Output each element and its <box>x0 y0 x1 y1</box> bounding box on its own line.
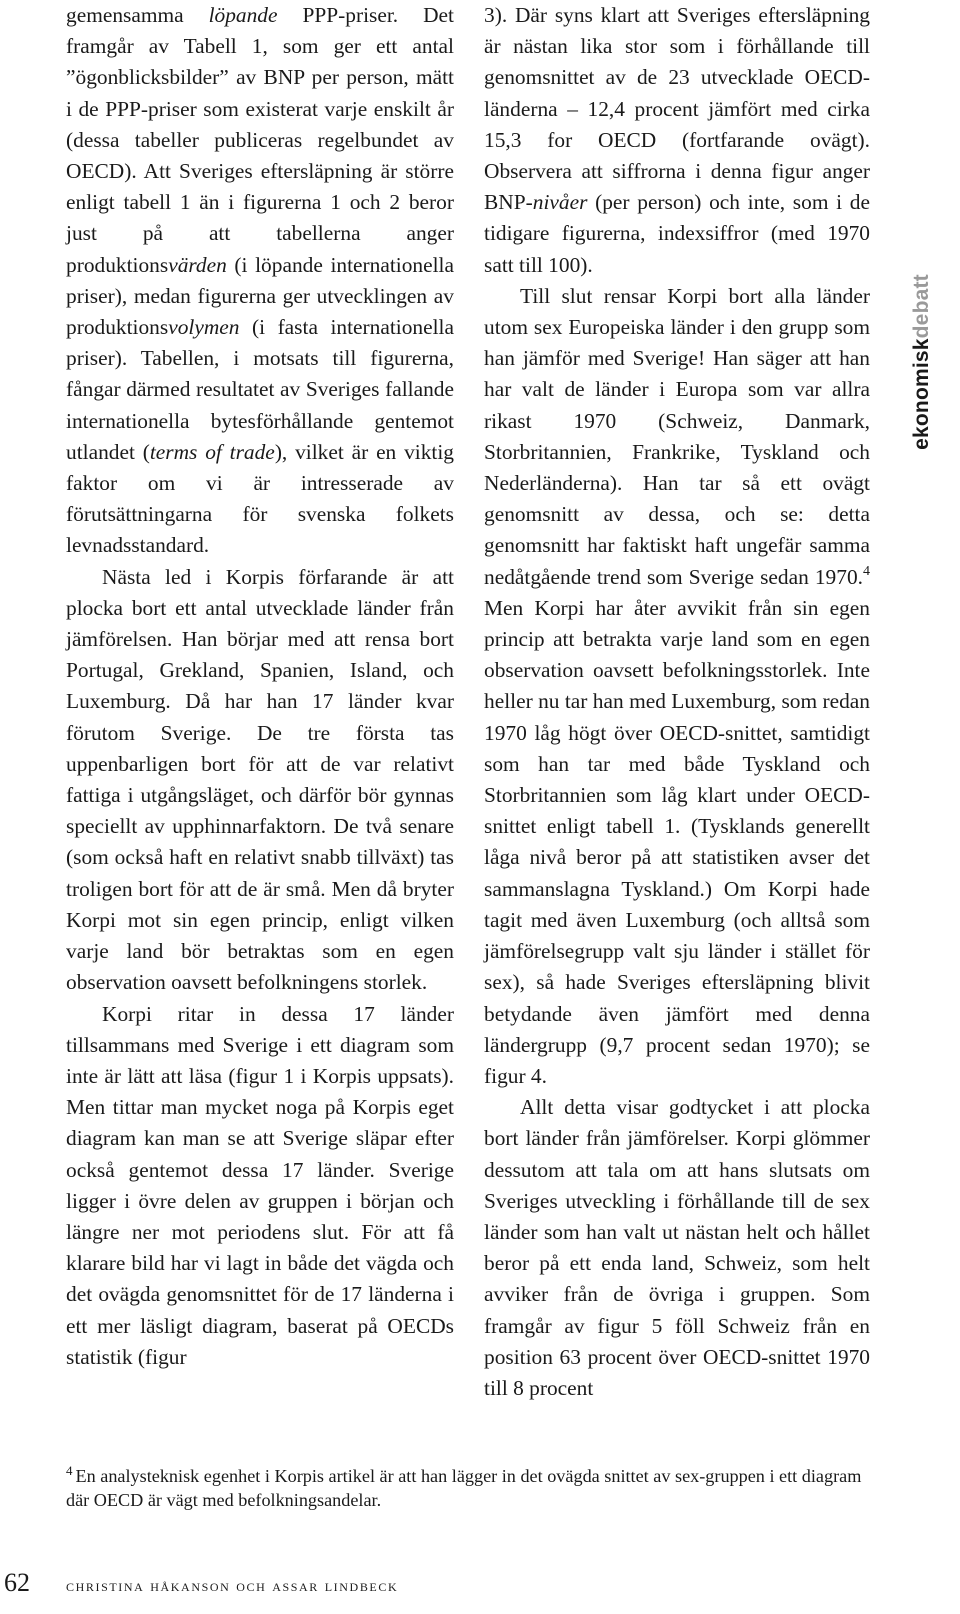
left-paragraph-1: gemensamma löpande PPP-priser. Det framgår av Tabell 1, som ger ett antal ”ögonblicksbilder” av BNP per person, mätt i de PPP-priser som existerat varje enskilt år (dessa tabeller publiceras regelbundet av OECD). Att Sveriges eftersläpning är större enligt tabell 1 än i figurerna 1 och 2 beror just på att tabellerna anger produktionsvärden (i löpande internationella priser), medan figurerna ger utvecklingen av produktionsvolymen (i fasta internationella priser). Tabellen, i motsats till figurerna, fångar därmed resultatet av Sveriges fallande internationella bytesförhållande gentemot utlandet (terms of trade), vilket är en viktig faktor om vi är intresserade av förutsättningarna för svenska folkets levnadsstandard. <box>66 3 454 558</box>
footnote-mark: 4 <box>66 1463 73 1478</box>
left-paragraph-2: Nästa led i Korpis förfarande är att plocka bort ett antal utvecklade länder från jämförelsen. Han börjar med att rensa bort Portugal, Grekland, Spanien, Island, och Luxemburg. Då har han 17 länder kvar förutom Sverige. De tre första tas uppenbarligen bort för att de var relativt fattiga i utgångsläget, och därför bör gynnas speciellt av upphinnarfaktorn. De två senare (som också haft en relativt snabb tillväxt) tas troligen bort för att de är små. Men då bryter Korpi mot sin egen princip, enligt vilken varje land bör betraktas som en egen observation oavsett befolkningens storlek. <box>66 564 454 995</box>
running-head: christina håkanson och assar lindbeck <box>66 1576 399 1595</box>
left-paragraph-3: Korpi ritar in dessa 17 länder tillsammans med Sverige i ett diagram som inte är lätt att läsa (figur 1 i Korpis uppsats). Men tittar man mycket noga på Korpis eget diagram kan man se att Sverige släpar efter också gentemot dessa 17 länder. Sverige ligger i övre delen av gruppen i början och längre ner mot periodens slut. För att få klarare bild har vi lagt in både det vägda och det ovägda genomsnittet för de 17 länderna i ett mer läsligt diagram, baserat på OECDs statistik (figur <box>66 1001 454 1369</box>
footnote-text: En analysteknisk egenhet i Korpis artikel är att han lägger in det ovägda snittet av sex-gruppen i ett diagram där OECD är vägt med befolkningsandelar. <box>66 1466 862 1510</box>
left-column <box>66 0 454 1373</box>
right-column <box>484 0 870 1404</box>
right-paragraph-1: 3). Där syns klart att Sveriges eftersläpning är nästan lika stor som i förhållande till genomsnittet av de 23 utvecklade OECD-länderna – 12,4 procent jämfört med cirka 15,3 for OECD (fortfarande ovägt). Observera att siffrorna i denna figur anger BNP-nivåer (per person) och inte, som i de tidigare figurerna, indexsiffror (med 1970 satt till 100). <box>484 3 870 277</box>
right-paragraph-3: Allt detta visar godtycket i att plocka bort länder från jämförelser. Korpi glömmer dessutom att tala om att hans slutsats om Sveriges utveckling i förhållande till de sex länder som han valt ut nästan helt och hållet beror på ett enda land, Schweiz, som helt avviker från de övriga i gruppen. Som framgår av figur 5 föll Schweiz från en position 63 procent över OECD-snittet 1970 till 8 procent <box>484 1095 870 1400</box>
journal-side-label: ekonomiskdebatt <box>910 274 933 450</box>
right-paragraph-2: Till slut rensar Korpi bort alla länder utom sex Europeiska länder i den grupp som han jämför med Sverige! Han säger att han har valt de länder i Europa som var allra rikast 1970 (Schweiz, Danmark, Storbritannien, Frankrike, Tyskland och Nederländerna). Han tar så ett ovägt genomsnitt av dessa, och se: detta genomsnitt har faktiskt haft ungefär samma nedåtgående trend som Sverige sedan 1970.$^4$ Men Korpi har åter avvikit från sin egen princip att betrakta varje land som en egen observation oavsett befolkningsstorlek. Inte heller nu tar han med Luxemburg, som redan 1970 låg högt över OECD-snittet, samtidigt som han tar med både Tyskland och Storbritannien som låg klart under OECD-snittet enligt tabell 1. (Tysklands generellt låga nivå beror på att statistiken avser det sammanslagna Tyskland.) Om Korpi hade tagit med även Luxemburg (och alltså som jämförelsegrupp valt sju länder i stället för sex), så hade Sveriges eftersläpning blivit betydande även jämfört med denna ländergrupp (9,7 procent sedan 1970); se figur 4. <box>484 283 870 1088</box>
footnote <box>66 1464 874 1512</box>
page-number: 62 <box>4 1568 30 1597</box>
footnote-reference: 4 <box>863 563 870 579</box>
